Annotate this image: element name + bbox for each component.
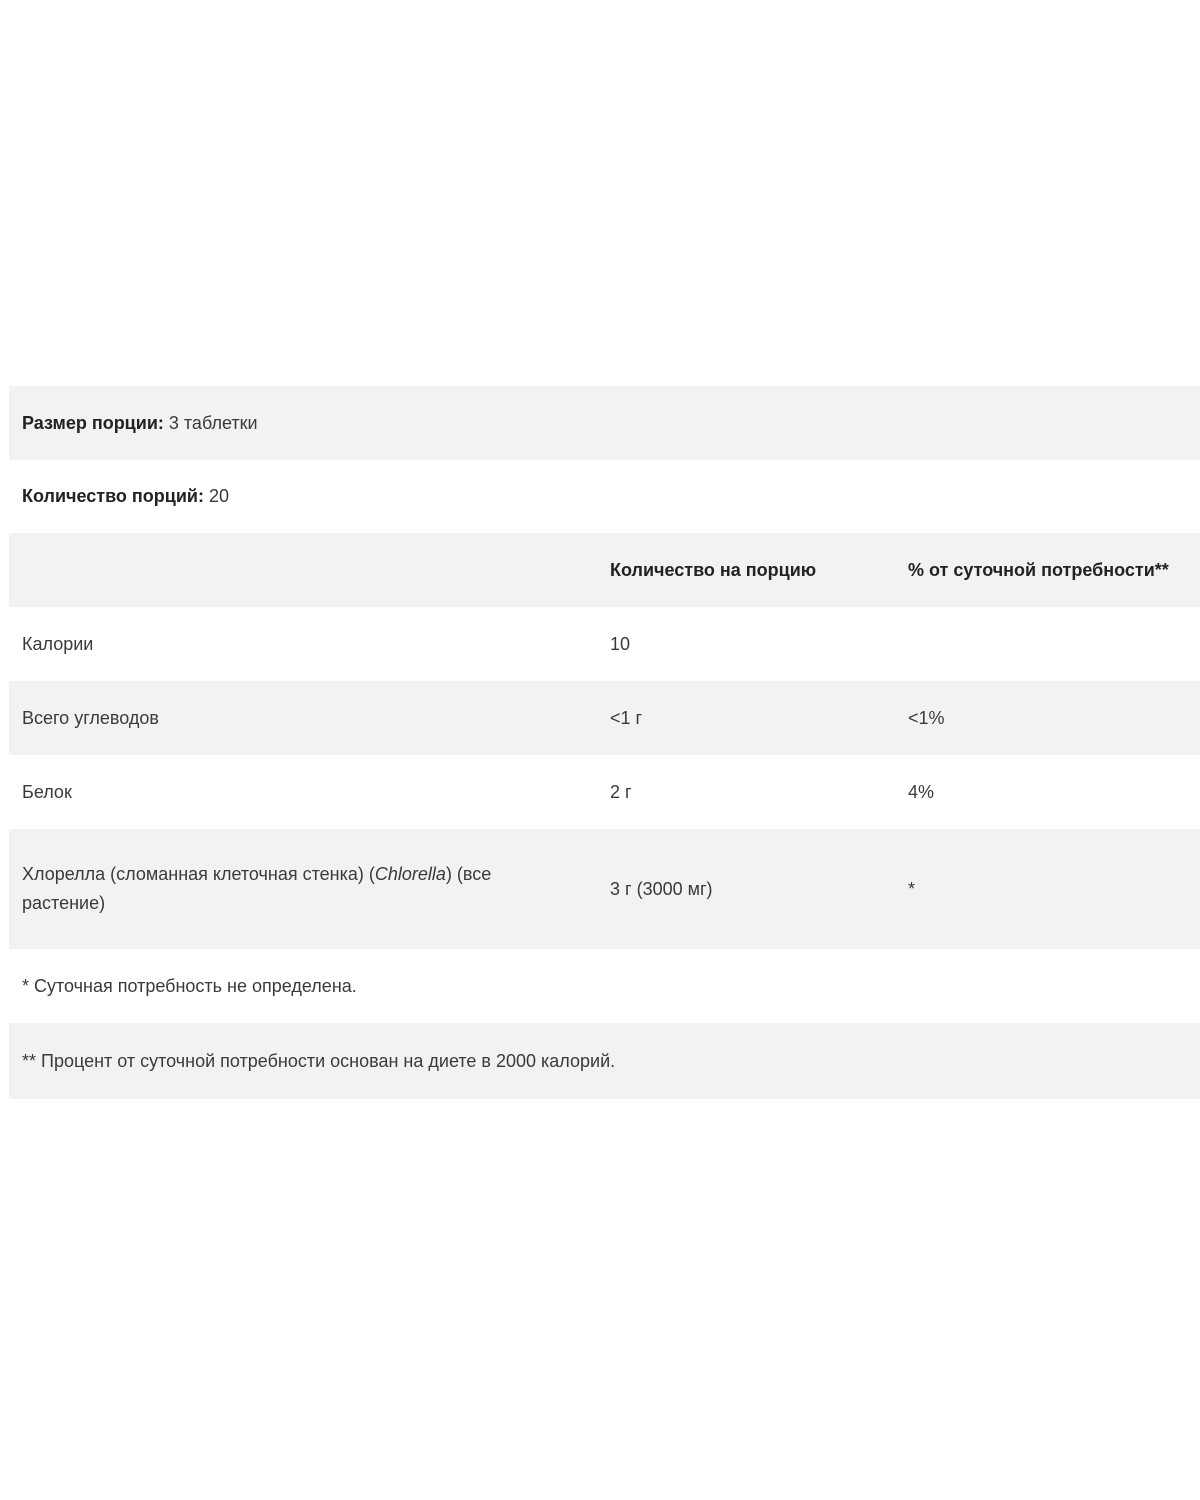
- nutrient-daily-value: [908, 607, 1200, 681]
- serving-size-row: [9, 386, 1200, 460]
- servings-count-row: [9, 460, 1200, 533]
- nutrient-daily-value: *: [908, 878, 916, 899]
- nutrient-name: Белок: [22, 781, 72, 802]
- nutrient-daily-value: <1%: [908, 707, 945, 728]
- nutrient-amount: 10: [610, 633, 631, 654]
- table-row: [9, 681, 1200, 755]
- nutrient-name: Всего углеводов: [22, 707, 159, 728]
- nutrient-amount: <1 г: [610, 707, 643, 728]
- serving-size: [22, 386, 1182, 460]
- header-amount-per-serving: Количество на порцию: [610, 559, 817, 580]
- table-row: [9, 829, 1200, 949]
- supplement-facts-table: [9, 386, 1200, 1099]
- footnote-dv-basis: ** Процент от суточной потребности основан на диете в 2000 калорий.: [22, 1050, 616, 1071]
- nutrient-name: Калории: [22, 633, 94, 654]
- footnote-dv-not-established: * Суточная потребность не определена.: [22, 975, 357, 996]
- nutrient-latin-name: Chlorella: [374, 864, 446, 884]
- servings-count-value: 20: [203, 486, 229, 506]
- table-row: [9, 607, 1200, 681]
- serving-size-label: Размер порции:: [22, 412, 164, 433]
- nutrient-daily-value: 4%: [908, 781, 935, 802]
- serving-size-value: 3 таблетки: [163, 412, 258, 433]
- nutrient-name-part: ) (все растение): [22, 864, 492, 913]
- nutrient-name-part: Хлорелла (сломанная клеточная стенка) (: [22, 864, 375, 884]
- header-nutrient: [22, 533, 562, 607]
- footnote-row: [9, 1023, 1200, 1099]
- nutrient-name: [22, 829, 562, 949]
- nutrient-amount: 3 г (3000 мг): [610, 878, 713, 899]
- header-daily-value: % от суточной потребности**: [908, 559, 1169, 580]
- table-header-row: [9, 533, 1200, 607]
- footnote-row: [9, 949, 1200, 1023]
- table-row: [9, 755, 1200, 829]
- nutrient-name-text: [22, 860, 562, 918]
- nutrient-amount: 2 г: [610, 781, 632, 802]
- servings-count-label: Количество порций:: [22, 486, 204, 506]
- servings-count: [22, 460, 1182, 533]
